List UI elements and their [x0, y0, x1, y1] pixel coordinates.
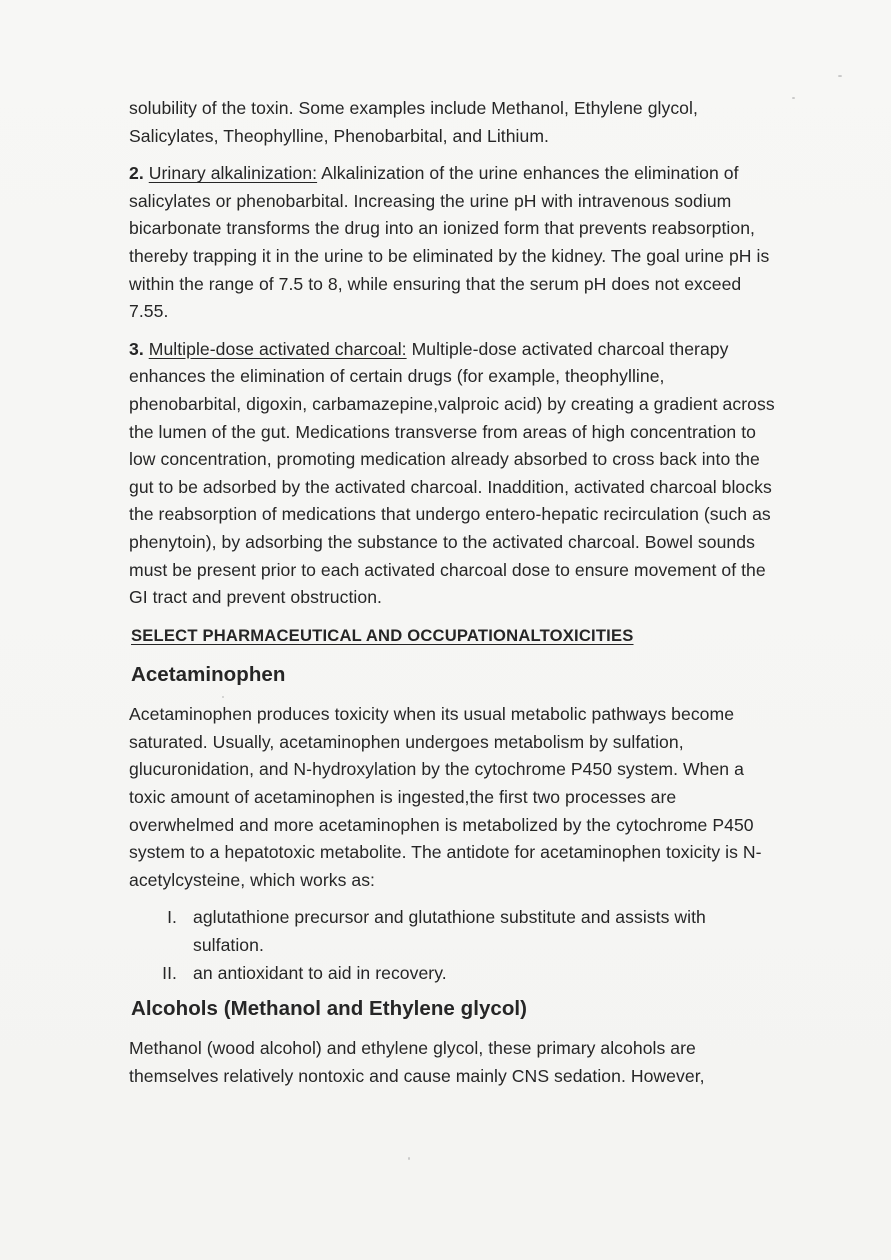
item-3-paragraph [129, 336, 779, 612]
list-item [129, 960, 779, 988]
document-body [129, 95, 779, 1100]
scan-speck [838, 75, 842, 77]
list-item-text: an antioxidant to aid in recovery. [193, 962, 447, 983]
item-3-heading: Multiple-dose activated charcoal: [148, 338, 407, 359]
acetaminophen-paragraph: Acetaminophen produces toxicity when its usual metabolic pathways become saturated. Usually, acetaminophen undergoes metabolism by sulfation, glucuronidation, and N-hydroxylation by the cytochrome P450 system. When a toxic amount of acetaminophen is ingested,the first two processes are overwhelmed and more acetaminophen is metabolized by the cytochrome P450 system to a hepatotoxic metabolite. The antidote for acetaminophen toxicity is N-acetylcysteine, which works as: [129, 704, 762, 890]
intro-paragraph: solubility of the toxin. Some examples include Methanol, Ethylene glycol, Salicylates, Theophylline, Phenobarbital, and Lithium. [129, 98, 698, 146]
section-title: SELECT PHARMACEUTICAL AND OCCUPATIONALTOXICITIES [131, 625, 634, 645]
item-3-number: 3. [129, 338, 144, 359]
acetaminophen-heading: Acetaminophen [131, 663, 286, 687]
list-item [129, 904, 779, 959]
list-item-number: II. [162, 962, 177, 983]
item-2-number: 2. [129, 163, 144, 184]
item-2-text: Alkalinization of the urine enhances the elimination of salicylates or phenobarbital. Increasing the urine pH with intravenous sodium bicarbonate transforms the drug into an ionized form that prevents reabsorption, thereby trapping it in the urine to be eliminated by the kidney. The goal urine pH is within the range of 7.5 to 8, while ensuring that the serum pH does not exceed 7.55. [129, 163, 770, 322]
scan-speck [408, 1157, 410, 1160]
list-item-text: aglutathione precursor and glutathione substitute and assists with sulfation. [193, 907, 706, 956]
antidote-mechanism-list [129, 904, 779, 987]
item-3-text: Multiple-dose activated charcoal therapy enhances the elimination of certain drugs (for example, theophylline, phenobarbital, digoxin, carbamazepine,valproic acid) by creating a gradient across the lumen of the gut. Medications transverse from areas of high concentration to low concentration, promoting medication already absorbed to cross back into the gut to be adsorbed by the activated charcoal. Inaddition, activated charcoal blocks the reabsorption of medications that undergo entero-hepatic recirculation (such as phenytoin), by adsorbing the substance to the activated charcoal. Bowel sounds must be present prior to each activated charcoal dose to ensure movement of the GI tract and prevent obstruction. [129, 338, 775, 608]
item-2-heading: Urinary alkalinization: [148, 163, 318, 184]
item-2-paragraph [129, 160, 779, 326]
alcohols-paragraph: Methanol (wood alcohol) and ethylene glycol, these primary alcohols are themselves relatively nontoxic and cause mainly CNS sedation. However, [129, 1038, 705, 1086]
list-item-number: I. [167, 907, 177, 928]
scan-speck [792, 97, 795, 99]
alcohols-heading: Alcohols (Methanol and Ethylene glycol) [131, 997, 528, 1021]
